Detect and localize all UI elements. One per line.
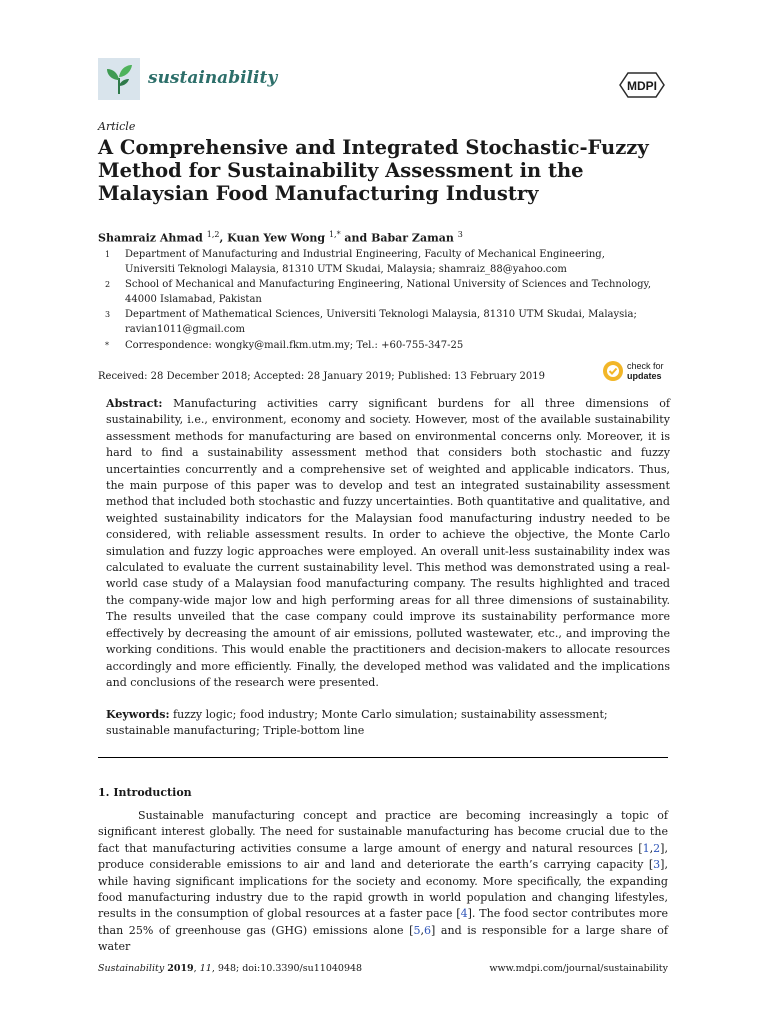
publication-dates: Received: 28 December 2018; Accepted: 28 January 2019; Published: 13 February 2019	[98, 371, 546, 382]
abstract-text: Manufacturing activities carry significant burdens for all three dimensions of sustainability, i.e., environment, economy and society. However, most of the available sustainability assessment methods for manufacturing are based on environmental concerns only. Moreover, it is hard to find a sustainability assessment method that considers both stochastic and fuzzy uncertainties concurrently and a comprehensive set of weighted and applicable indicators. Thus, the main purpose of this paper was to develop and test an integrated sustainability assessment method that included both stochastic and fuzzy uncertainties. Both quantitative and qualitative, and weighted sustainability indicators for the Malaysian food manufacturing industry needed to be considered, with reliable assessment results. In order to achieve the objective, the Monte Carlo simulation and fuzzy logic approaches were employed. An overall unit-less sustainability index was calculated to evaluate the current sustainability level. This method was demonstrated using a real-world case study of a Malaysian food manufacturing company. The results highlighted and traced the company-wide major low and high performing areas for all three dimensions of sustainability. The results unveiled that the case company could improve its sustainability performance more effectively by decreasing the amount of air emissions, polluted wastewater, etc., and improving the working conditions. This would enable the practitioners and decision-makers to allocate resources accordingly and more efficiently. Finally, the developed method was validated and the implications and conclusions of the research were presented.	[106, 397, 671, 689]
updates-label: updates	[627, 371, 662, 381]
body-text: ,	[420, 923, 424, 937]
affiliation-line: ravian1011@gmail.com	[125, 323, 245, 335]
affiliation-marker: 1	[105, 250, 111, 259]
footer-citation: Sustainability 2019, 11, 948; doi:10.3390/su11040948	[98, 963, 363, 974]
citation-link[interactable]: 4	[460, 907, 468, 921]
footer-volume: 11	[199, 963, 212, 974]
footer-doi: , 948; doi:10.3390/su11040948	[211, 963, 363, 974]
affiliation-marker: 2	[105, 280, 111, 290]
body-text: ] and is responsible for a large share of water	[98, 923, 668, 954]
body-text: ], while having significant implications for the society and economy. More specifically, the expanding food manufacturing industry due to the rapid growth in world population and changing lifestyles, results in the consumption of global resources at a faster pace [	[98, 858, 668, 921]
footer-url[interactable]: www.mdpi.com/journal/sustainability	[489, 963, 668, 974]
affiliation-line: Department of Manufacturing and Industrial Engineering, Faculty of Mechanical Engineering,	[125, 249, 605, 260]
journal-header	[98, 58, 668, 102]
footer-journal: Sustainability	[98, 963, 165, 974]
keywords-text: fuzzy logic; food industry; Monte Carlo simulation; sustainability assessment; sustainable manufacturing; Triple-bottom line	[106, 708, 608, 738]
divider	[98, 757, 668, 758]
body-text: ]. The food sector contributes more than 25% of greenhouse gas (GHG) emissions alone [	[98, 907, 668, 937]
affiliation-marker: 3	[105, 310, 111, 320]
citation-link[interactable]: 6	[424, 923, 432, 937]
correspondence	[98, 339, 668, 354]
affiliation	[98, 308, 668, 337]
paper-title: A Comprehensive and Integrated Stochastic-Fuzzy Method for Sustainability Assessment in the Malaysian Food Manufacturing Industry	[98, 136, 649, 205]
author-separator: ,	[219, 231, 228, 245]
footer-year: 2019	[167, 963, 194, 974]
author-name[interactable]: Shamraiz Ahmad	[98, 231, 203, 245]
citation-link[interactable]: 5	[413, 923, 421, 937]
body-text: ,	[649, 841, 654, 855]
affiliation-line: 44000 Islamabad, Pakistan	[125, 293, 262, 305]
citation-link[interactable]: 1	[642, 841, 650, 855]
check-for-updates-badge[interactable]	[602, 360, 664, 382]
affiliation-line: Universiti Teknologi Malaysia, 81310 UTM Skudai, Malaysia; shamraiz_88@yahoo.com	[125, 263, 567, 275]
check-circle-icon	[602, 360, 624, 382]
citation-link[interactable]: 2	[653, 841, 661, 855]
abstract	[106, 396, 670, 691]
affiliation	[98, 248, 668, 277]
section-heading: 1. Introduction	[98, 786, 192, 799]
article-type: Article	[98, 120, 136, 133]
affiliation-line: Department of Mathematical Sciences, Universiti Teknologi Malaysia, 81310 UTM Skudai, Malaysia;	[125, 309, 637, 321]
author-list	[98, 230, 463, 245]
publisher-name: MDPI	[627, 79, 657, 93]
affiliation-line: School of Mechanical and Manufacturing Engineering, National University of Sciences and Technology,	[125, 279, 652, 291]
affiliation-line: Correspondence: wongky@mail.fkm.utm.my; Tel.: +60-755-347-25	[125, 339, 464, 351]
introduction-paragraph	[98, 808, 668, 956]
journal-logo[interactable]	[98, 58, 140, 100]
author-name[interactable]: Babar Zaman	[371, 231, 454, 245]
body-text: Sustainable manufacturing concept and practice are becoming increasingly a topic of significant interest globally. The need for sustainable manufacturing has become crucial due to the fact that manufacturing activities consume a large amount of energy and natural resources [	[98, 809, 668, 855]
author-affiliation: 3	[457, 230, 463, 239]
affiliation-list	[98, 248, 668, 354]
journal-name[interactable]: sustainability	[148, 68, 278, 88]
mdpi-logo[interactable]	[616, 70, 668, 100]
abstract-label: Abstract:	[106, 397, 163, 410]
check-for-label: check for	[627, 361, 664, 371]
author-separator: and	[340, 231, 372, 245]
affiliation-marker: *	[105, 340, 109, 350]
body-text: ], produce considerable emissions to air and land and deteriorate the earth’s carrying capacity [	[98, 841, 668, 872]
keywords-label: Keywords:	[106, 708, 170, 721]
author-affiliation: 1,*	[328, 230, 341, 239]
author-name[interactable]: Kuan Yew Wong	[227, 231, 326, 245]
author-affiliation: 1,2	[206, 230, 220, 239]
keywords	[106, 707, 670, 740]
sprout-icon	[98, 58, 140, 100]
affiliation	[98, 278, 668, 307]
citation-link[interactable]: 3	[653, 858, 661, 872]
